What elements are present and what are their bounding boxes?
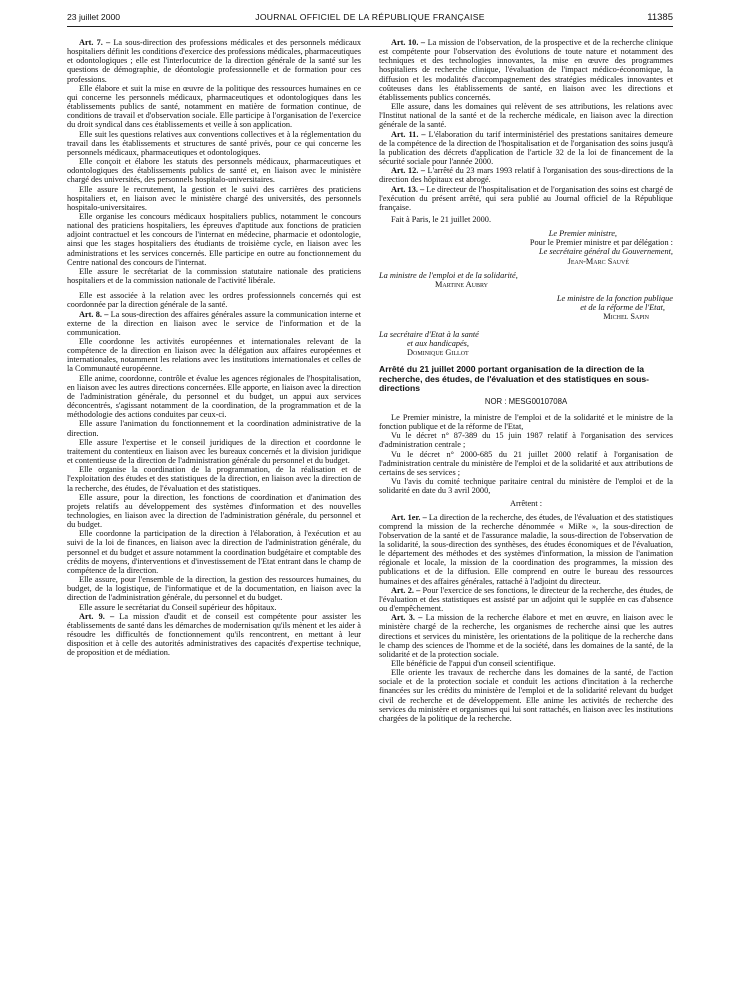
article-paragraph xyxy=(67,310,361,337)
paragraph xyxy=(67,84,361,130)
paragraph-text: Elle assure, dans les domaines qui relèvent de ses attributions, les relations avec l'Institut national de la santé et de la recherche médicale, en liaison avec la direction générale de la santé. xyxy=(379,102,673,130)
paragraph xyxy=(67,438,361,465)
emploi-minister-title: La ministre de l'emploi et de la solidarité, xyxy=(379,270,518,280)
paragraph-text: Elle élabore et suit la mise en œuvre de la politique des ressources humaines en ce qui concerne les personnels médicaux, pharmaceutiques et odontologiques dans les établissements publics de santé, notamment en matière de formation continue, de conditions de travail et d'observation sociale. Elle participe à l'organisation de l'exercice du droit syndical dans ces établissements et veille à son application. xyxy=(67,83,361,130)
paragraph-text: Elle assure le secrétariat du Conseil supérieur des hôpitaux. xyxy=(79,602,277,612)
paragraph-text: Le Premier ministre, la ministre de l'emploi et de la solidarité et le ministre de la fonction publique et de la réforme de l'Etat, xyxy=(379,412,673,432)
article-paragraph xyxy=(379,185,673,212)
fp-minister-name: Michel Sapin xyxy=(603,312,649,322)
paragraph-text: Vu l'avis du comité technique paritaire central du ministère de l'emploi et de la solidarité en date du 3 avril 2000, xyxy=(379,477,673,496)
paragraph xyxy=(67,157,361,184)
signature-place-date: Fait à Paris, le 21 juillet 2000. xyxy=(391,214,492,224)
paragraph-text: Elle organise les concours médicaux hospitaliers publics, notamment le concours national des praticiens hospitaliers, les épreuves d'aptitude aux fonctions de praticien adjoint contractuel et les concours de l'internat en médecine, pharmacie et odontologie, ainsi que les stages hospitaliers des étudiants de troisième cycle, en liaison avec les administrations et les services concernés. Elle participe en outre au fonctionnement du Centre national des concours de l'internat. xyxy=(67,211,361,267)
paragraph xyxy=(379,413,673,431)
article-number: Art. 12. – xyxy=(391,166,426,176)
arrete-preamble xyxy=(379,413,673,495)
paragraph-text: Elle est associée à la relation avec les ordres professionnels concernés qui est coordonnée par la direction générale de la santé. xyxy=(67,291,361,310)
paragraph-text: Elle coordonne les activités européennes et internationales relevant de la compétence de la direction en liaison avec la délégation aux affaires européennes et internationales, notamment les relations avec les institutions internationales et celles de la Communauté européenne. xyxy=(67,337,361,374)
paragraph-text: Elle anime, coordonne, contrôle et évalue les agences régionales de l'hospitalisation, en liaison avec les autres directions concernées. Elle apporte, en liaison avec la direction de l'administration générale, du personnel et du budget, un appui aux services déconcentrés, s'agissant notamment de la coordination, de la programmation et de la méthodologie des actions conduites par ceux-ci. xyxy=(67,373,361,420)
fp-minister-title-1: Le ministre de la fonction publique xyxy=(556,294,673,304)
paragraph-text: Elle bénéficie de l'appui d'un conseil scientifique. xyxy=(391,659,556,668)
paragraph-text: L'élaboration du tarif interministériel des prestations sanitaires demeure de la compétence de la direction de l'hospitalisation et de l'organisation des soins jusqu'à la publication des décrets d'application de l'article 32 de la loi de financement de la sécurité sociale pour l'année 2000. xyxy=(379,129,673,167)
paragraph-text: Vu le décret n° 87-389 du 15 juin 1987 relatif à l'organisation des services d'administration centrale ; xyxy=(379,431,673,450)
paragraph-text: Elle assure, pour l'ensemble de la direction, la gestion des ressources humaines, du budget, de la logistique, de l'informatique et de la documentation, en liaison avec la direction de l'administration générale, du personnel et du budget. xyxy=(67,575,361,603)
paragraph-text: Elle assure l'expertise et le conseil juridiques de la direction et coordonne le traitement du contentieux en liaison avec les bureaux concernés et la division juridique et contentieuse de la direction de l'administration générale du personnel et du budget. xyxy=(67,437,361,466)
paragraph xyxy=(67,267,361,285)
article-number: Art. 7. – xyxy=(79,38,111,47)
paragraph-text: Elle suit les questions relatives aux conventions collectives et à la réglementation du travail dans les établissements et structures de santé privés, pour ce qui concerne les personnels médicaux, pharmaceutiques et odontologiques. xyxy=(67,129,361,157)
paragraph xyxy=(67,212,361,267)
paragraph-text: Elle assure l'animation du fonctionnement et la coordination administrative de la direction. xyxy=(67,419,361,438)
paragraph xyxy=(379,450,673,477)
paragraph xyxy=(67,493,361,530)
nor-reference: NOR : MESG0010708A xyxy=(484,396,568,406)
article-paragraph xyxy=(379,613,673,659)
pm-title: Le Premier ministre, xyxy=(548,229,617,239)
right-column-articles xyxy=(379,38,673,212)
page-number: 11385 xyxy=(647,12,673,23)
article-number: Art. 10. – xyxy=(391,38,426,47)
paragraph-text: La mission d'audit et de conseil est compétente pour assister les établissements de santé dans les démarches de modernisation qu'ils mènent et les aider à résoudre les difficultés de fonctionnement qu'ils rencontrent, en mettant à leur disposition et à celle des autorités administratives des capacités d'expertise technique, de proposition et de médiation. xyxy=(67,611,362,658)
fp-minister-title-2: et de la réforme de l'Etat, xyxy=(580,303,665,313)
paragraph xyxy=(379,102,673,129)
article-paragraph xyxy=(379,38,673,102)
paragraph-text: Pour l'exercice de ses fonctions, le directeur de la recherche, des études, de l'évaluation et des statistiques est assisté par un adjoint qui le supplée en cas d'absence ou d'empêchement. xyxy=(379,585,674,614)
paragraph-text: L'arrêté du 23 mars 1993 relatif à l'organisation des sous-directions de la direction des hôpitaux est abrogé. xyxy=(379,166,673,185)
article-paragraph xyxy=(67,612,361,658)
left-column xyxy=(67,38,361,657)
arretent-label: Arrêtent : xyxy=(509,499,543,509)
paragraph xyxy=(67,291,361,309)
paragraph-text: La mission de l'observation, de la prospective et de la recherche clinique est compétente pour l'observation des évolutions de toute nature et notamment des techniques et des technologies innovantes, la mise en œuvre des programmes hospitaliers de recherche clinique, l'évaluation de l'impact médico-économique, la diffusion et les modalités d'accompagnement des stratégies médicales innovantes et coûteuses dans les établissements de santé, en liaison avec les directions et établissements publics concernés. xyxy=(379,38,673,102)
paragraph-text: Elle oriente les travaux de recherche dans les domaines de la santé, de l'action sociale et de la protection sociale et conduit les actions d'incitation à la recherche financées sur les crédits du ministère de l'emploi et de la solidarité relevant du budget civil de recherche et de développement. Elle anime les activités de recherche des services du ministère et organismes qui lui sont rattachés, en liaison avec les institutions chargées de la politique de la recherche. xyxy=(379,668,673,723)
paragraph-text: Elle conçoit et élabore les statuts des personnels médicaux, pharmaceutiques et odontologiques des établissements publics de santé et, en liaison avec le ministère chargé des universités, des personnels hospitalo-universitaires. xyxy=(67,157,361,185)
paragraph xyxy=(67,185,361,212)
paragraph xyxy=(67,465,361,492)
paragraph xyxy=(379,659,673,668)
paragraph-text: La sous-direction des affaires générales assure la communication interne et externe de la direction en liaison avec le service de l'information et de la communication. xyxy=(67,309,362,337)
paragraph-text: La mission de la recherche élabore et met en œuvre, en liaison avec le ministère chargé de la recherche, les organismes de recherche ainsi que les autres directions et services du ministère, les orientations de la politique de la recherche dans le champ des sciences de l'homme et de la société, dans les domaines de la santé, de la solidarité et de la protection sociale. xyxy=(379,613,673,659)
handi-secretary-name: Dominique Gillot xyxy=(407,347,469,357)
paragraph-text: La sous-direction des professions médicales et des personnels médicaux hospitaliers définit les conditions d'exercice des professions médicales, pharmaceutiques et odontologiques ; elle est l'interlocutrice de la direction générale de la santé sur les questions de démographie, de déontologie professionnelle et de formation pour ces professions. xyxy=(67,38,362,84)
handi-secretary-title-2: et aux handicapés, xyxy=(407,338,469,348)
paragraph xyxy=(67,337,361,374)
article-number: Art. 3. – xyxy=(391,613,423,623)
paragraph xyxy=(67,575,361,602)
article-number: Art. 13. – xyxy=(391,184,425,194)
page-header xyxy=(67,10,673,26)
paragraph-text: Le directeur de l'hospitalisation et de l'organisation des soins est chargé de l'exécution du présent arrêté, qui sera publié au Journal officiel de la République française. xyxy=(379,184,673,212)
paragraph xyxy=(67,130,361,157)
paragraph-text: La direction de la recherche, des études, de l'évaluation et des statistiques comprend la mission de la recherche dénommée « MiRe », la sous-direction de l'observation de la santé et de l'assurance maladie, la sous-direction de l'observation de la solidarité, la sous-direction des synthèses, des études économiques et de l'évaluation, le département des méthodes et des systèmes d'information, la mission de l'animation régionale et locale, la mission de la coordination des programmes, la mission des publications et de la diffusion. Elle comprend en outre le bureau des ressources humaines et des affaires générales, rattaché à l'adjoint du directeur. xyxy=(379,512,673,586)
article-paragraph xyxy=(379,513,673,586)
paragraph-text: Vu le décret n° 2000-685 du 21 juillet 2000 relatif à l'organisation de l'administration centrale du ministère de l'emploi et de la solidarité et aux attributions de certains de ses services ; xyxy=(379,449,673,477)
paragraph xyxy=(67,374,361,420)
pm-delegation: Pour le Premier ministre et par délégation : xyxy=(529,238,673,248)
article-paragraph xyxy=(379,130,673,167)
header-date: 23 juillet 2000 xyxy=(67,12,121,22)
paragraph-text: Elle assure, pour la direction, les fonctions de coordination et d'animation des projets relatifs au développement des systèmes d'information et des nouvelles technologies, en liaison avec la direction de l'administration générale, du personnel et du budget. xyxy=(67,492,361,530)
article-paragraph xyxy=(67,38,361,84)
arrete-articles xyxy=(379,513,673,724)
journal-title: JOURNAL OFFICIEL DE LA RÉPUBLIQUE FRANÇAISE xyxy=(255,12,485,22)
paragraph-text: Elle assure le secrétariat de la commission statutaire nationale des praticiens hospitaliers et de la commission nationale de l'activité libérale. xyxy=(67,266,361,286)
paragraph xyxy=(67,603,361,612)
emploi-minister-name: Martine Aubry xyxy=(435,279,488,289)
paragraph xyxy=(379,431,673,449)
paragraph xyxy=(67,419,361,437)
paragraph xyxy=(379,477,673,495)
article-number: Art. 2. – xyxy=(391,585,421,595)
right-column xyxy=(379,38,673,723)
arrete-title: Arrêté du 21 juillet 2000 portant organisation de la direction de la recherche, des études, de l'évaluation et des statistiques en sous-directions xyxy=(379,364,649,394)
header-rule xyxy=(67,26,673,27)
paragraph-text: Elle assure le recrutement, la gestion et le suivi des carrières des praticiens hospitaliers et, en liaison avec le ministère chargé des universités, des personnels hospitalo-universitaires. xyxy=(67,184,361,212)
sg-title: Le secrétaire général du Gouvernement, xyxy=(538,247,673,257)
article-paragraph xyxy=(379,166,673,184)
paragraph xyxy=(379,668,673,723)
paragraph-text: Elle coordonne la participation de la direction à l'élaboration, à l'exécution et au suivi de la loi de finances, en liaison avec la direction de l'administration générale, du personnel et du budget et assure notamment la coordination budgétaire et comptable des crédits de moyens, d'interventions et d'investissement de l'Etat entrant dans le champ de compétence de la direction. xyxy=(67,529,361,575)
handi-secretary-title-1: La secrétaire d'Etat à la santé xyxy=(379,329,479,339)
article-paragraph xyxy=(379,586,673,613)
paragraph-text: Elle organise la coordination de la programmation, de la réalisation et de l'exploitation des études et des statistiques de la direction, en liaison avec la direction de la recherche, des études, de l'évaluation et des statistiques. xyxy=(67,465,361,493)
article-number: Art. 1er. – xyxy=(391,512,427,522)
paragraph xyxy=(67,529,361,575)
article-number: Art. 11. – xyxy=(391,129,426,139)
sg-name: Jean-Marc Sauvé xyxy=(567,256,629,266)
article-number: Art. 9. – xyxy=(79,611,115,621)
article-number: Art. 8. – xyxy=(79,309,109,319)
